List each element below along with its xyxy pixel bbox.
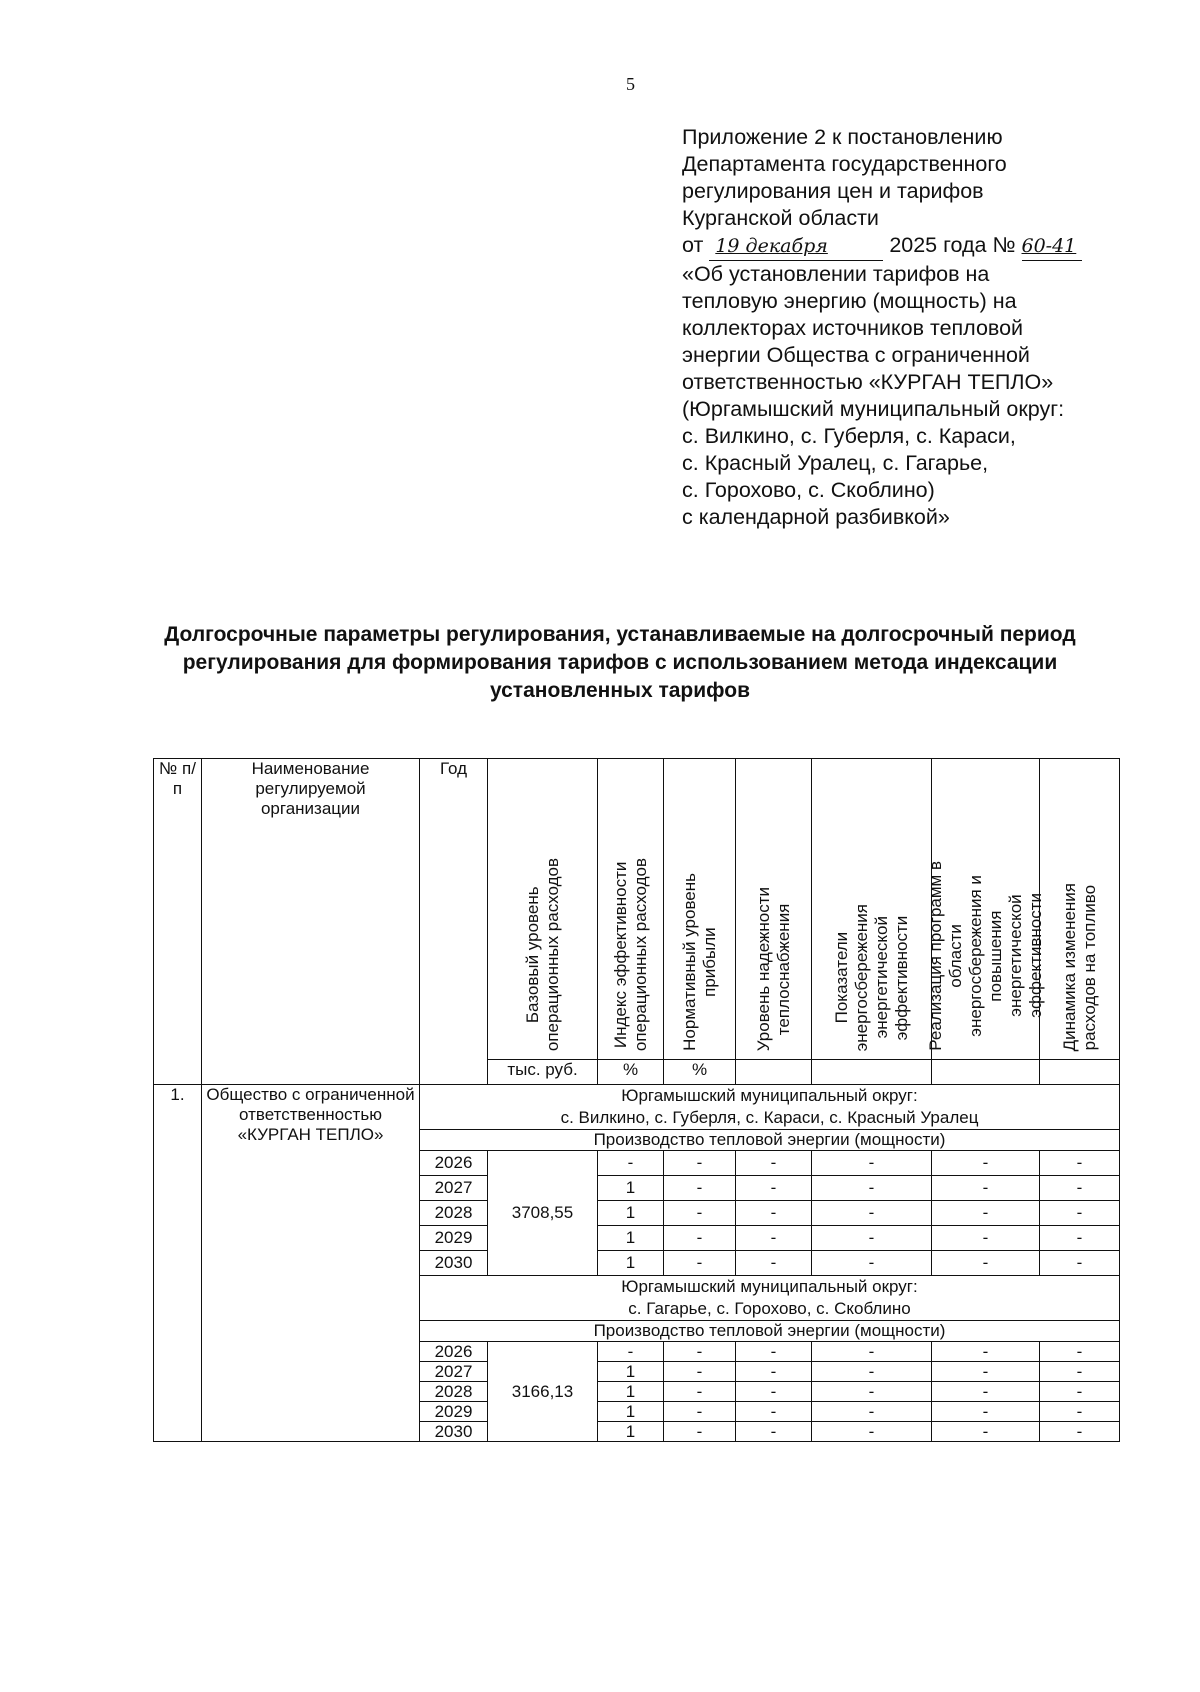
group-location-line1: Юргамышский муниципальный округ: — [621, 1277, 918, 1296]
cell-programs: - — [932, 1422, 1040, 1442]
org-name: Общество с ограниченной ответственностью «КУРГАН ТЕПЛО» — [202, 1085, 420, 1442]
cell-profit: - — [664, 1151, 736, 1176]
header-profit-text: Нормативный уровень прибыли — [679, 873, 719, 1051]
year-text: 2025 года № — [889, 233, 1016, 257]
cell-year: 2028 — [420, 1382, 488, 1402]
page-number: 5 — [626, 74, 635, 94]
appendix-subject-line: энергии Общества с ограниченной — [682, 343, 1030, 367]
group-activity: Производство тепловой энергии (мощности) — [420, 1321, 1120, 1342]
cell-profit: - — [664, 1402, 736, 1422]
group-activity: Производство тепловой энергии (мощности) — [420, 1130, 1120, 1151]
appendix-subject-line: тепловую энергию (мощность) на — [682, 289, 1017, 313]
cell-fuel: - — [1040, 1201, 1120, 1226]
cell-programs: - — [932, 1151, 1040, 1176]
unit-base: тыс. руб. — [488, 1060, 598, 1085]
header-base — [488, 759, 598, 1060]
header-programs — [925, 759, 1045, 1060]
group-location-line2: с. Гагарье, с. Горохово, с. Скоблино — [628, 1299, 911, 1318]
cell-reliability: - — [736, 1151, 812, 1176]
cell-energy: - — [812, 1201, 932, 1226]
cell-index: 1 — [598, 1422, 664, 1442]
cell-energy: - — [812, 1382, 932, 1402]
handwritten-date: 19 декабря — [709, 233, 883, 261]
date-prefix: от — [682, 233, 704, 257]
cell-profit: - — [664, 1251, 736, 1276]
cell-year: 2027 — [420, 1176, 488, 1201]
header-index-text: Индекс эффективности операционных расходов — [610, 857, 650, 1051]
cell-year: 2030 — [420, 1422, 488, 1442]
header-row — [154, 759, 1120, 1060]
header-profit — [664, 759, 736, 1060]
cell-programs: - — [932, 1362, 1040, 1382]
cell-energy: - — [812, 1402, 932, 1422]
cell-year: 2030 — [420, 1251, 488, 1276]
cell-profit: - — [664, 1226, 736, 1251]
cell-index: 1 — [598, 1362, 664, 1382]
appendix-subject-line: ответственностью «КУРГАН ТЕПЛО» — [682, 370, 1054, 394]
cell-fuel: - — [1040, 1176, 1120, 1201]
appendix-subject-line: «Об установлении тарифов на — [682, 262, 990, 286]
header-year: Год — [420, 759, 488, 1085]
header-energy-text: Показатели энергосбережения энергетической эффективности — [831, 903, 911, 1051]
header-fuel-text: Динамика изменения расходов на топливо — [1059, 882, 1099, 1051]
cell-reliability: - — [736, 1251, 812, 1276]
unit-profit: % — [664, 1060, 736, 1085]
cell-programs: - — [932, 1226, 1040, 1251]
header-org: Наименование регулируемой организации — [202, 759, 420, 1085]
appendix-subject-line: коллекторах источников тепловой — [682, 316, 1024, 340]
appendix-line: регулирования цен и тарифов — [682, 179, 984, 203]
unit-empty — [736, 1060, 812, 1085]
header-index — [598, 759, 664, 1060]
cell-index: 1 — [598, 1402, 664, 1422]
group-location-line1: Юргамышский муниципальный округ: — [621, 1086, 918, 1105]
group-location-row — [154, 1085, 1120, 1130]
appendix-subject-line: (Юргамышский муниципальный округ: — [682, 397, 1065, 421]
cell-programs: - — [932, 1201, 1040, 1226]
cell-index: - — [598, 1342, 664, 1362]
cell-energy: - — [812, 1342, 932, 1362]
appendix-subject-line: с календарной разбивкой» — [682, 505, 950, 529]
appendix-subject-line: с. Красный Уралец, с. Гагарье, — [682, 451, 989, 475]
cell-reliability: - — [736, 1176, 812, 1201]
cell-profit: - — [664, 1362, 736, 1382]
cell-fuel: - — [1040, 1151, 1120, 1176]
group-location — [420, 1085, 1120, 1130]
handwritten-number: 60-41 — [1022, 233, 1082, 261]
cell-reliability: - — [736, 1342, 812, 1362]
cell-fuel: - — [1040, 1362, 1120, 1382]
cell-fuel: - — [1040, 1342, 1120, 1362]
cell-energy: - — [812, 1251, 932, 1276]
parameters-table — [153, 758, 1120, 1442]
cell-index: 1 — [598, 1382, 664, 1402]
cell-energy: - — [812, 1176, 932, 1201]
cell-index: - — [598, 1151, 664, 1176]
cell-year: 2028 — [420, 1201, 488, 1226]
appendix-block — [682, 124, 1172, 531]
document-title: Долгосрочные параметры регулирования, устанавливаемые на долгосрочный период регулирования для формирования тарифов с использованием метода индексации установленных тарифов — [164, 623, 1076, 702]
cell-energy: - — [812, 1362, 932, 1382]
cell-index: 1 — [598, 1176, 664, 1201]
cell-energy: - — [812, 1422, 932, 1442]
cell-reliability: - — [736, 1362, 812, 1382]
appendix-line: Курганской области — [682, 206, 879, 230]
cell-reliability: - — [736, 1402, 812, 1422]
cell-reliability: - — [736, 1226, 812, 1251]
cell-index: 1 — [598, 1201, 664, 1226]
appendix-subject-line: с. Горохово, с. Скоблино) — [682, 478, 935, 502]
cell-year: 2027 — [420, 1362, 488, 1382]
cell-year: 2029 — [420, 1402, 488, 1422]
header-programs-text: Реализация программ в области энергосбережения и повышения энергетической эффективности — [925, 861, 1045, 1051]
cell-profit: - — [664, 1422, 736, 1442]
unit-index: % — [598, 1060, 664, 1085]
cell-programs: - — [932, 1342, 1040, 1362]
unit-empty — [812, 1060, 932, 1085]
cell-energy: - — [812, 1151, 932, 1176]
header-base-text: Базовый уровень операционных расходов — [522, 857, 562, 1051]
cell-fuel: - — [1040, 1382, 1120, 1402]
appendix-subject-line: с. Вилкино, с. Губерля, с. Караси, — [682, 424, 1016, 448]
row-number: 1. — [154, 1085, 202, 1442]
group-location-line2: с. Вилкино, с. Губерля, с. Караси, с. Красный Уралец — [560, 1108, 979, 1127]
appendix-line: Приложение 2 к постановлению — [682, 125, 1003, 149]
appendix-line: Департамента государственного — [682, 152, 1007, 176]
unit-empty — [1040, 1060, 1120, 1085]
group-location — [420, 1276, 1120, 1321]
unit-empty — [932, 1060, 1040, 1085]
header-reliability-text: Уровень надежности теплоснабжения — [753, 886, 793, 1051]
cell-energy: - — [812, 1226, 932, 1251]
cell-fuel: - — [1040, 1226, 1120, 1251]
cell-base-level: 3166,13 — [488, 1342, 598, 1442]
cell-programs: - — [932, 1251, 1040, 1276]
header-energy — [812, 759, 932, 1060]
cell-reliability: - — [736, 1382, 812, 1402]
cell-profit: - — [664, 1176, 736, 1201]
cell-programs: - — [932, 1176, 1040, 1201]
header-fuel — [1040, 759, 1120, 1060]
header-num: № п/п — [154, 759, 202, 1085]
cell-base-level: 3708,55 — [488, 1151, 598, 1276]
cell-programs: - — [932, 1382, 1040, 1402]
cell-fuel: - — [1040, 1422, 1120, 1442]
cell-year: 2026 — [420, 1151, 488, 1176]
cell-year: 2026 — [420, 1342, 488, 1362]
cell-fuel: - — [1040, 1251, 1120, 1276]
cell-programs: - — [932, 1402, 1040, 1422]
cell-fuel: - — [1040, 1402, 1120, 1422]
cell-index: 1 — [598, 1226, 664, 1251]
cell-profit: - — [664, 1342, 736, 1362]
header-reliability — [736, 759, 812, 1060]
cell-reliability: - — [736, 1201, 812, 1226]
cell-reliability: - — [736, 1422, 812, 1442]
cell-profit: - — [664, 1201, 736, 1226]
cell-profit: - — [664, 1382, 736, 1402]
cell-year: 2029 — [420, 1226, 488, 1251]
cell-index: 1 — [598, 1251, 664, 1276]
appendix-date-line — [682, 232, 1172, 261]
